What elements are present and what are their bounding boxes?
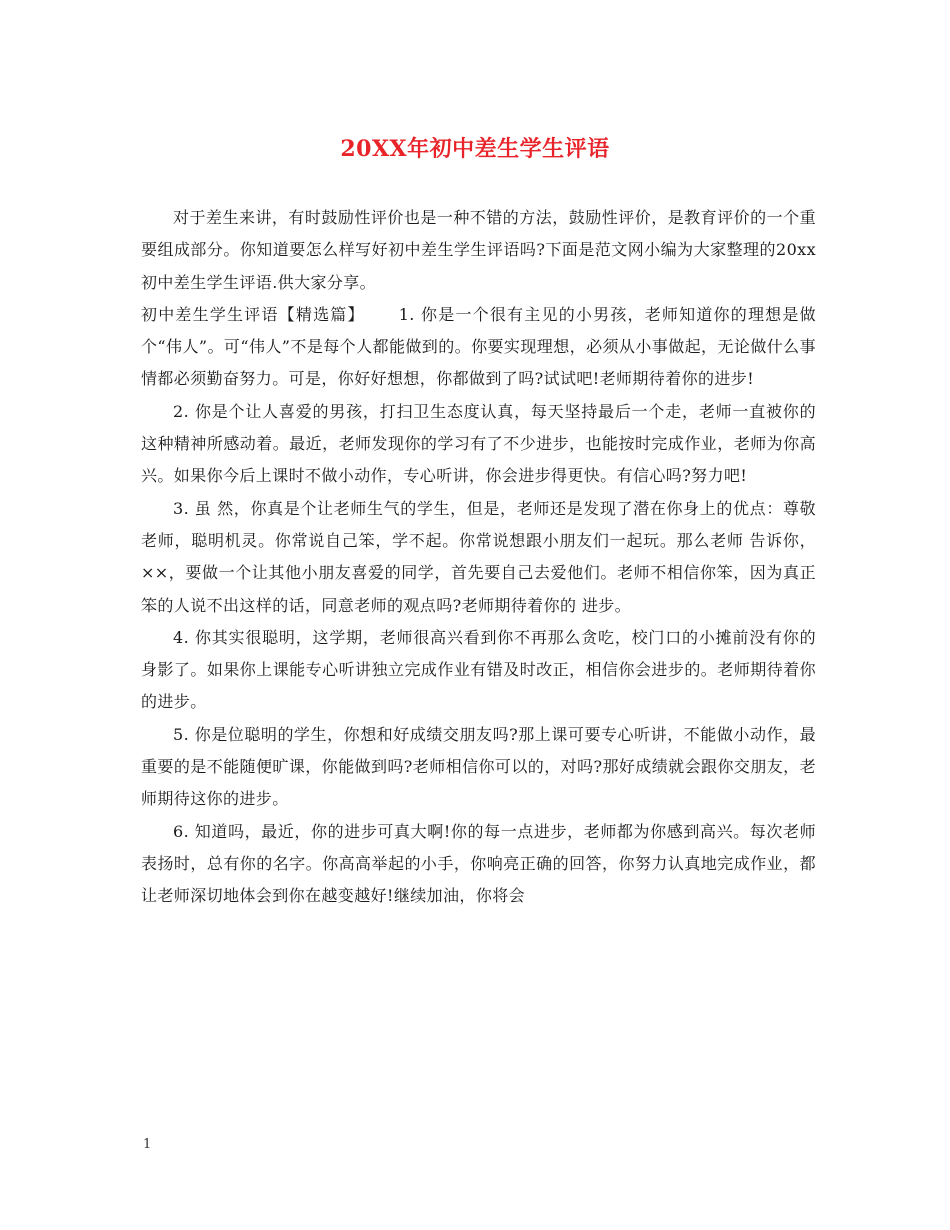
list-item: 2. 你是个让人喜爱的男孩，打扫卫生态度认真，每天坚持最后一个走，老师一直被你的这种精神所感动着。最近，老师发现你的学习有了不少进步，也能按时完成作业，老师为你高兴。如果你今后上课时不做小动作，专心听讲，你会进步得更快。有信心吗?努力吧! <box>141 401 816 486</box>
document-body <box>141 202 816 913</box>
section-heading: 初中差生学生评语【精选篇】 <box>141 304 365 324</box>
list-item: 5. 你是位聪明的学生，你想和好成绩交朋友吗?那上课可要专心听讲，不能做小动作，最重要的是不能随便旷课，你能做到吗?老师相信你可以的，对吗?那好成绩就会跟你交朋友，老师期待这你的进步。 <box>141 724 816 809</box>
list-item: 3. 虽 然，你真是个让老师生气的学生，但是，老师还是发现了潜在你身上的优点：尊敬老师，聪明机灵。你常说自己笨，学不起。你常说想跟小朋友们一起玩。那么老师 告诉你，××，要做一个让其他小朋友喜爱的同学，首先要自己去爱他们。老师不相信你笨，因为真正笨的人说不出这样的话，同意老师的观点吗?老师期待着你的 进步。 <box>141 498 816 615</box>
first-item-paragraph <box>141 299 816 396</box>
document-title: 20XX年初中差生学生评语 <box>340 136 610 162</box>
list-item: 4. 你其实很聪明，这学期，老师很高兴看到你不再那么贪吃，校门口的小摊前没有你的身影了。如果你上课能专心听讲独立完成作业有错及时改正，相信你会进步的。老师期待着你的进步。 <box>141 627 816 712</box>
intro-paragraph: 对于差生来讲，有时鼓励性评价也是一种不错的方法，鼓励性评价，是教育评价的一个重要组成部分。你知道要怎么样写好初中差生学生评语吗?下面是范文网小编为大家整理的20xx初中差生学生评语.供大家分享。 <box>141 208 816 292</box>
page-number: 1 <box>143 1137 152 1152</box>
list-item: 6. 知道吗，最近，你的进步可真大啊!你的每一点进步，老师都为你感到高兴。每次老师表扬时，总有你的名字。你高高举起的小手，你响亮正确的回答，你努力认真地完成作业，都让老师深切地体会到你在越变越好!继续加油，你将会 <box>141 821 816 906</box>
list-item: 1. 你是一个很有主见的小男孩，老师知道你的理想是做个“伟人”。可“伟人”不是每个人都能做到的。你要实现理想，必须从小事做起，无论做什么事情都必须勤奋努力。可是，你好好想想，你都做到了吗?试试吧!老师期待着你的进步! <box>141 304 816 389</box>
